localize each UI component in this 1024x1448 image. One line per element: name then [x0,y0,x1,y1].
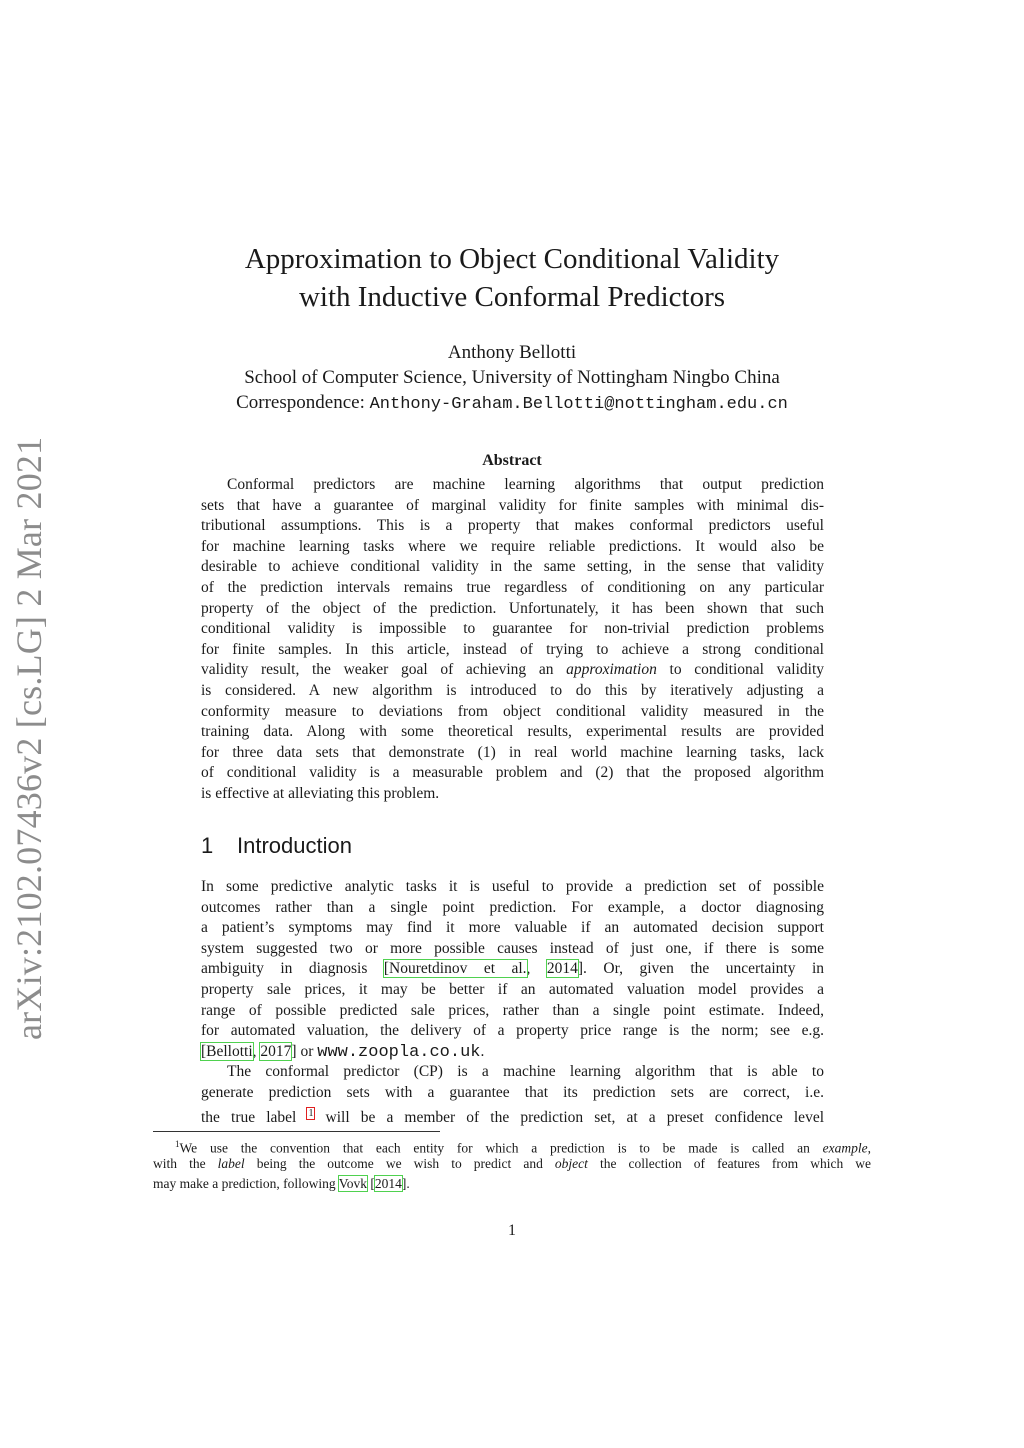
abstract-line: training data. Along with some theoretical results, experimental results are provided [201,723,824,741]
abstract-line: Conformal predictors are machine learning algorithms that output prediction [227,476,824,493]
intro-line: outcomes rather than a single point prediction. For example, a doctor diagnosing [201,898,824,916]
page-number: 1 [508,1222,516,1239]
abstract-line: is considered. A new algorithm is introduced to do this by iteratively adjusting a [201,681,824,699]
intro-line: generate prediction sets with a guarantee that its prediction sets are correct, i.e. [201,1083,824,1101]
footnote-ref-link[interactable]: 1 [308,1107,314,1119]
intro-line: the true label $^1$ will be a member of the prediction set, at a preset confidence level [201,1107,825,1126]
intro-line: system suggested two or more possible causes instead of just one, if there is some [201,939,824,957]
citation-link-bellotti[interactable]: [Bellotti [201,1042,253,1060]
author-email-link[interactable]: Anthony-Graham.Bellotti@nottingham.edu.cn [369,395,788,414]
abstract-line: conformity measure to deviations from object conditional validity measured in the [201,702,824,720]
intro-line: range of possible predicted sale prices, rather than a single point estimate. Indeed, [201,1001,824,1019]
section-heading [201,833,352,859]
citation-link-vovk[interactable]: Vovk [338,1176,367,1191]
abstract-heading: Abstract [482,452,542,469]
abstract-line: for three data sets that demonstrate (1) in real world machine learning tasks, lack [201,743,824,761]
intro-line: for automated valuation, the delivery of a property price range is the norm; see e.g. [201,1022,824,1040]
author-correspondence [0,390,1024,417]
abstract-line: sets that have a guarantee of marginal validity for finite samples with minimal dis- [201,496,824,514]
title-line-1: Approximation to Object Conditional Validity [244,243,780,275]
abstract-line: property of the object of the prediction. Unfortunately, it has been shown that such [201,599,824,617]
intro-line: [Bellotti, 2017] or www.zoopla.co.uk. [201,1042,485,1062]
intro-line: a patient’s symptoms may find it more valuable if an automated decision support [201,919,824,937]
section-number: 1 [201,833,214,858]
paper-title [0,240,1024,316]
introduction-body [201,877,824,1124]
abstract-line: for finite samples. In this article, instead of trying to achieve a strong conditional [201,640,824,658]
abstract-line: desirable to achieve conditional validity in the same setting, in the sense that validity [201,558,824,576]
zoopla-url-link[interactable]: www.zoopla.co.uk [317,1042,481,1062]
abstract-line: conditional validity is impossible to guarantee for non-trivial prediction problems [201,620,824,638]
abstract-line: of conditional validity is a measurable problem and (2) that the proposed algorithm [201,764,824,782]
title-line-2: with Inductive Conformal Predictors [298,281,726,313]
intro-line: In some predictive analytic tasks it is useful to provide a prediction set of possible [201,878,824,895]
citation-year-link-2017[interactable]: 2017 [260,1042,292,1060]
abstract-line: is effective at alleviating this problem. [201,784,440,802]
citation-year-link-2014-vovk[interactable]: 2014 [374,1176,402,1191]
author-affiliation: School of Computer Science, University of Nottingham Ningbo China [244,367,780,388]
footnote-line: may make a prediction, following Vovk [2014]. [153,1176,410,1191]
footnote [153,1134,871,1194]
abstract-line: validity result, the weaker goal of achieving an approximation to conditional validity [201,661,825,679]
section-title: Introduction [237,833,352,858]
intro-line: property sale prices, it may be better if an automated valuation model provides a [201,980,824,998]
author-block [0,340,1024,417]
arxiv-identifier: arXiv:2102.07436v2 [cs.LG] 2 Mar 2021 [9,436,49,1040]
footnote-line: $^1$We use the convention that each entity for which a prediction is to be made is called an example, [175,1139,871,1156]
emphasis-approximation: approximation [566,661,657,679]
abstract-line: of the prediction intervals remains true regardless of conditioning on any particular [201,578,824,596]
author-name: Anthony Bellotti [447,342,577,363]
intro-line: The conformal predictor (CP) is a machine learning algorithm that is able to [227,1063,824,1081]
abstract-line: for machine learning tasks where we require reliable predictions. It would also be [201,537,824,555]
footnote-mark: 1 [175,1139,180,1149]
intro-line: ambiguity in diagnosis [Nouretdinov et al., 2014]. Or, given the uncertainty in [201,960,825,978]
citation-link-nouretdinov[interactable]: [Nouretdinov et al. [383,960,527,978]
footnote-rule [153,1131,440,1132]
correspondence-label: Correspondence: [236,392,370,413]
abstract-body [201,475,824,805]
footnote-line: with the label being the outcome we wish to predict and object the collection of features from which we [153,1156,871,1171]
abstract-line: tributional assumptions. This is a property that makes conformal predictors useful [201,517,824,535]
citation-year-link-2014[interactable]: 2014 [546,960,578,978]
